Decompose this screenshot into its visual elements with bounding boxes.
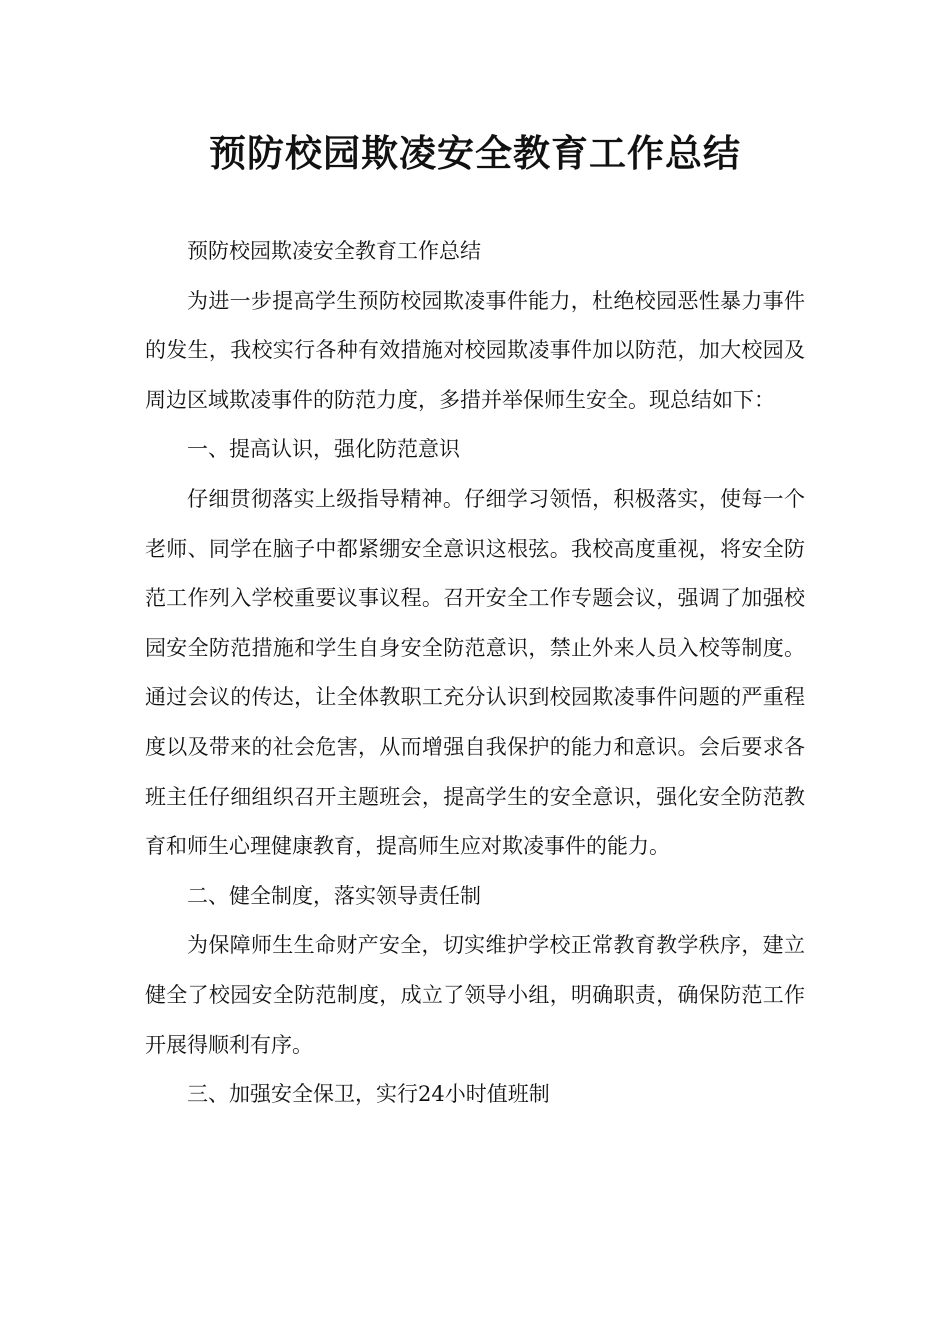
- paragraph-section-1: 仔细贯彻落实上级指导精神。仔细学习领悟，积极落实，使每一个老师、同学在脑子中都紧绷安全意识这根弦。我校高度重视，将安全防范工作列入学校重要议事议程。召开安全工作专题会议，强调了加强校园安全防范措施和学生自身安全防范意识，禁止外来人员入校等制度。通过会议的传达，让全体教职工充分认识到校园欺凌事件问题的严重程度以及带来的社会危害，从而增强自我保护的能力和意识。会后要求各班主任仔细组织召开主题班会，提高学生的安全意识，强化安全防范教育和师生心理健康教育，提高师生应对欺凌事件的能力。: [145, 486, 805, 859]
- section-heading-2: 二、健全制度，落实领导责任制: [187, 883, 481, 908]
- section-heading-1: 一、提高认识，强化防范意识: [187, 437, 460, 462]
- paragraph-intro: 为进一步提高学生预防校园欺凌事件能力，杜绝校园恶性暴力事件的发生，我校实行各种有效措施对校园欺凌事件加以防范，加大校园及周边区域欺凌事件的防范力度，多措并举保师生安全。现总结如下：: [145, 288, 805, 412]
- document-title: 预防校园欺凌安全教育工作总结: [209, 131, 741, 175]
- section-heading-3: 三、加强安全保卫，实行24小时值班制: [187, 1082, 550, 1107]
- document-body: [145, 227, 805, 1120]
- paragraph-subtitle: 预防校园欺凌安全教育工作总结: [187, 239, 481, 263]
- paragraph-section-2: 为保障师生生命财产安全，切实维护学校正常教育教学秩序，建立健全了校园安全防范制度，成立了领导小组，明确职责，确保防范工作开展得顺利有序。: [145, 933, 805, 1057]
